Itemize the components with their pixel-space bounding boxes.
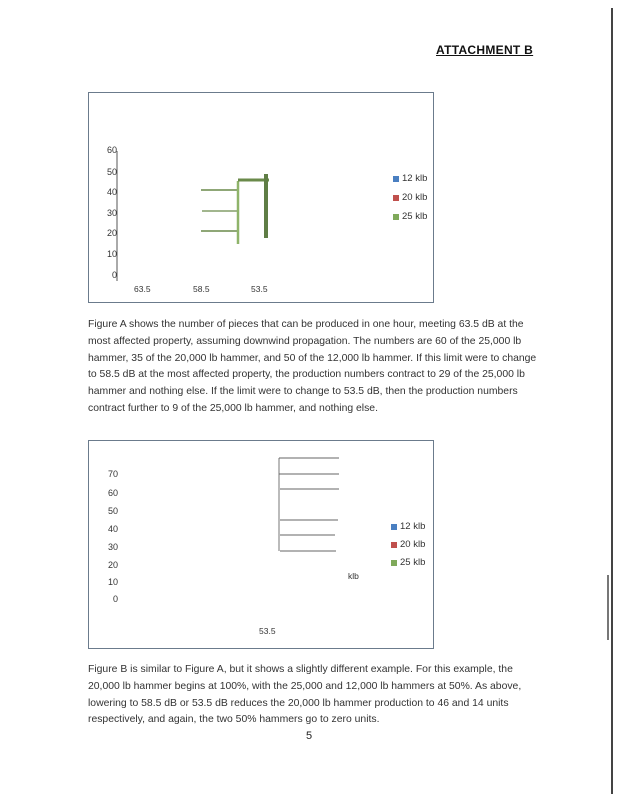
figure-b-plot xyxy=(89,441,433,648)
y-tick: 50 xyxy=(106,167,117,177)
stray-axis-label: klb xyxy=(348,571,359,581)
x-tick: 58.5 xyxy=(193,284,210,294)
legend-label: 25 klb xyxy=(402,211,428,222)
page-number: 5 xyxy=(306,730,313,742)
page-edge-mark xyxy=(607,575,609,640)
legend-label: 12 klb xyxy=(402,173,428,184)
figure-b-chart xyxy=(88,440,434,649)
legend-swatch xyxy=(391,542,397,548)
legend-swatch xyxy=(391,560,397,566)
figure-a-plot xyxy=(89,93,433,302)
legend-item-20klb xyxy=(391,539,425,550)
legend-label: 25 klb xyxy=(400,557,426,568)
y-tick: 10 xyxy=(107,577,118,587)
legend-label: 12 klb xyxy=(400,521,426,532)
y-tick: 40 xyxy=(106,187,117,197)
legend-swatch xyxy=(393,214,399,220)
figure-a-description: Figure A shows the number of pieces that can be produced in one hour, meeting 63.5 dB at the most affected property, assuming downwind propagation. The numbers are 60 of the 25,000 lb hammer, 35 of the 20,000 lb hammer, and 50 of the 12,000 lb hammer. If this limit were to change to 58.5 dB at the most affected property, the production numbers contract to 29 of the 25,000 lb hammer and nothing else. If the limit were to change to 53.5 dB, then the production numbers contract further to 9 of the 25,000 lb hammer, and nothing else. xyxy=(88,319,537,414)
y-tick: 40 xyxy=(107,524,118,534)
legend-item-12klb xyxy=(393,173,427,184)
figure-a-chart xyxy=(88,92,434,303)
legend-item-12klb xyxy=(391,521,425,532)
legend-item-25klb xyxy=(391,557,425,568)
y-tick: 0 xyxy=(112,594,118,604)
legend-swatch xyxy=(393,195,399,201)
y-tick: 0 xyxy=(111,270,117,280)
y-tick: 20 xyxy=(107,560,118,570)
y-tick: 70 xyxy=(107,469,118,479)
x-tick: 63.5 xyxy=(134,284,151,294)
y-tick: 20 xyxy=(106,228,117,238)
attachment-header: ATTACHMENT B xyxy=(436,43,534,57)
figure-b-description: Figure B is similar to Figure A, but it shows a slightly different example. For this example, the 20,000 lb hammer begins at 100%, with the 25,000 and 12,000 lb hammers at 50%. As above, lowering to 58.5 dB or 53.5 dB reduces the 20,000 lb hammer production to 46 and 14 units respectively, and again, the two 50% hammers go to zero units. xyxy=(88,664,522,726)
x-tick: 53.5 xyxy=(251,284,268,294)
y-tick: 50 xyxy=(107,506,118,516)
legend-swatch xyxy=(391,524,397,530)
legend-item-25klb xyxy=(393,211,427,222)
y-tick: 10 xyxy=(106,249,117,259)
legend-label: 20 klb xyxy=(400,539,426,550)
legend-label: 20 klb xyxy=(402,192,428,203)
y-tick: 60 xyxy=(107,488,118,498)
page-edge-line xyxy=(611,8,613,794)
x-tick: 53.5 xyxy=(259,626,276,636)
y-tick: 30 xyxy=(106,208,117,218)
y-tick: 60 xyxy=(106,145,117,155)
legend-swatch xyxy=(393,176,399,182)
y-tick: 30 xyxy=(107,542,118,552)
legend-item-20klb xyxy=(393,192,427,203)
